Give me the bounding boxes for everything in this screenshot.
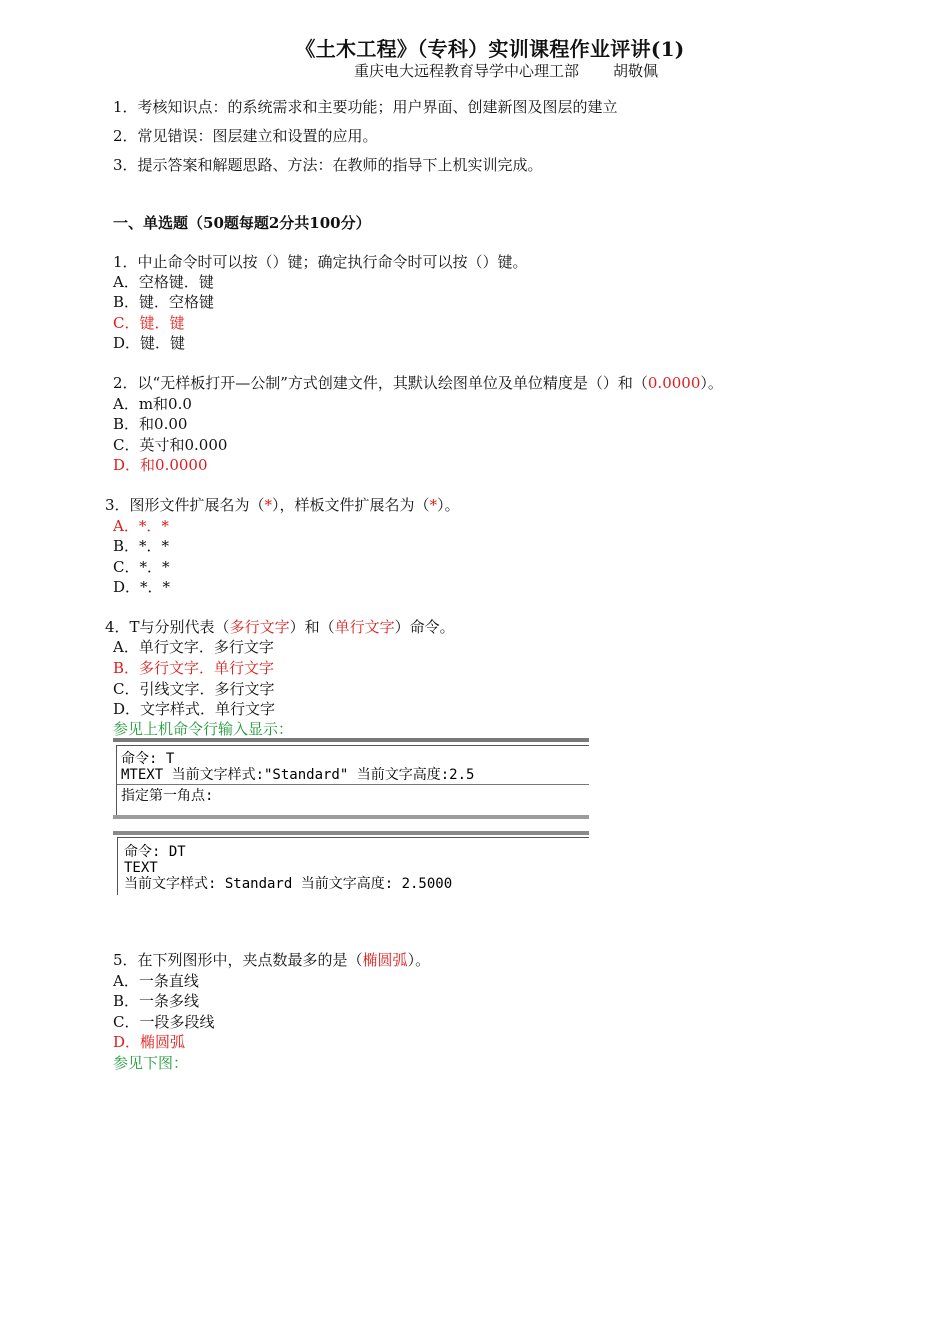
command-line: 当前文字样式: Standard 当前文字高度: 2.5000 [124, 876, 453, 892]
option: C．一段多段线 [113, 1013, 215, 1031]
answer-text: 0.0000 [647, 374, 701, 392]
command-line: TEXT [124, 860, 158, 876]
command-prompt: 指定第一角点: [121, 788, 214, 804]
option: B．一条多线 [113, 992, 200, 1010]
question-stem [113, 950, 430, 970]
option: D．文字样式．单行文字 [113, 700, 276, 718]
stem-text: 2．以“无样板打开—公制”方式创建文件，其默认绘图单位及单位精度是（）和（ [113, 374, 648, 392]
option-correct: C．键．键 [113, 314, 185, 332]
stem-text: ）。 [407, 951, 431, 969]
option-correct: A．*．* [113, 517, 169, 535]
answer-text: 多行文字 [229, 618, 290, 636]
question-stem: 1．中止命令时可以按（）键；确定执行命令时可以按（）键。 [113, 253, 528, 271]
author: 胡敬佩 [613, 62, 659, 80]
answer-text: * [429, 496, 438, 514]
answer-text: 椭圆弧 [362, 951, 408, 969]
command-line-screenshot-2 [113, 831, 589, 895]
command-line: MTEXT 当前文字样式:"Standard" 当前文字高度:2.5 [121, 767, 475, 783]
question-stem [113, 373, 723, 393]
option: B．键．空格键 [113, 293, 215, 311]
question-stem [105, 495, 460, 515]
stem-text: ）。 [437, 496, 460, 514]
option: C．引线文字．多行文字 [113, 680, 275, 698]
stem-text: ）。 [700, 374, 723, 392]
option: B．和0.00 [113, 415, 188, 433]
stem-text: 3．图形文件扩展名为（ [105, 496, 265, 514]
option: A．空格键．键 [113, 273, 214, 291]
intro-line: 1．考核知识点：的系统需求和主要功能；用户界面、创建新图及图层的建立 [113, 98, 618, 116]
divider [117, 784, 589, 785]
option: B．*．* [113, 537, 170, 555]
answer-text: 单行文字 [334, 618, 395, 636]
option: A．一条直线 [113, 972, 199, 990]
option: A．m和0.0 [113, 395, 192, 413]
option-correct: D．和0.0000 [113, 456, 208, 474]
intro-line: 2．常见错误：图层建立和设置的应用。 [113, 127, 378, 145]
command-line-screenshot-1 [113, 738, 589, 819]
stem-text: ），样板文件扩展名为（ [272, 496, 430, 514]
answer-text: * [264, 496, 273, 514]
option: D．键．键 [113, 334, 186, 352]
option-correct: D．椭圆弧 [113, 1033, 186, 1051]
stem-text: 5．在下列图形中，夹点数最多的是（ [113, 951, 363, 969]
command-line: 命令: T [121, 751, 175, 767]
option: C．*．* [113, 558, 170, 576]
reference-note: 参见上机命令行输入显示： [113, 720, 294, 738]
option: A．单行文字．多行文字 [113, 638, 274, 656]
document-title: 《土木工程》（专科）实训课程作业评讲(1) [295, 37, 685, 61]
document-subtitle [354, 60, 658, 81]
stem-text: 4．T与分别代表（ [105, 618, 230, 636]
organization: 重庆电大远程教育导学中心理工部 [354, 62, 580, 80]
intro-line: 3．提示答案和解题思路、方法：在教师的指导下上机实训完成。 [113, 156, 543, 174]
question-stem [105, 617, 455, 637]
option: C．英寸和0.000 [113, 436, 228, 454]
stem-text: ）和（ [289, 618, 335, 636]
option-correct: B．多行文字．单行文字 [113, 659, 275, 677]
option: D．*．* [113, 578, 171, 596]
reference-note: 参见下图： [113, 1054, 189, 1072]
command-line: 命令: DT [124, 844, 186, 860]
section-title: 一、单选题（50题每题2分共100分） [113, 214, 371, 232]
stem-text: ）命令。 [394, 618, 455, 636]
